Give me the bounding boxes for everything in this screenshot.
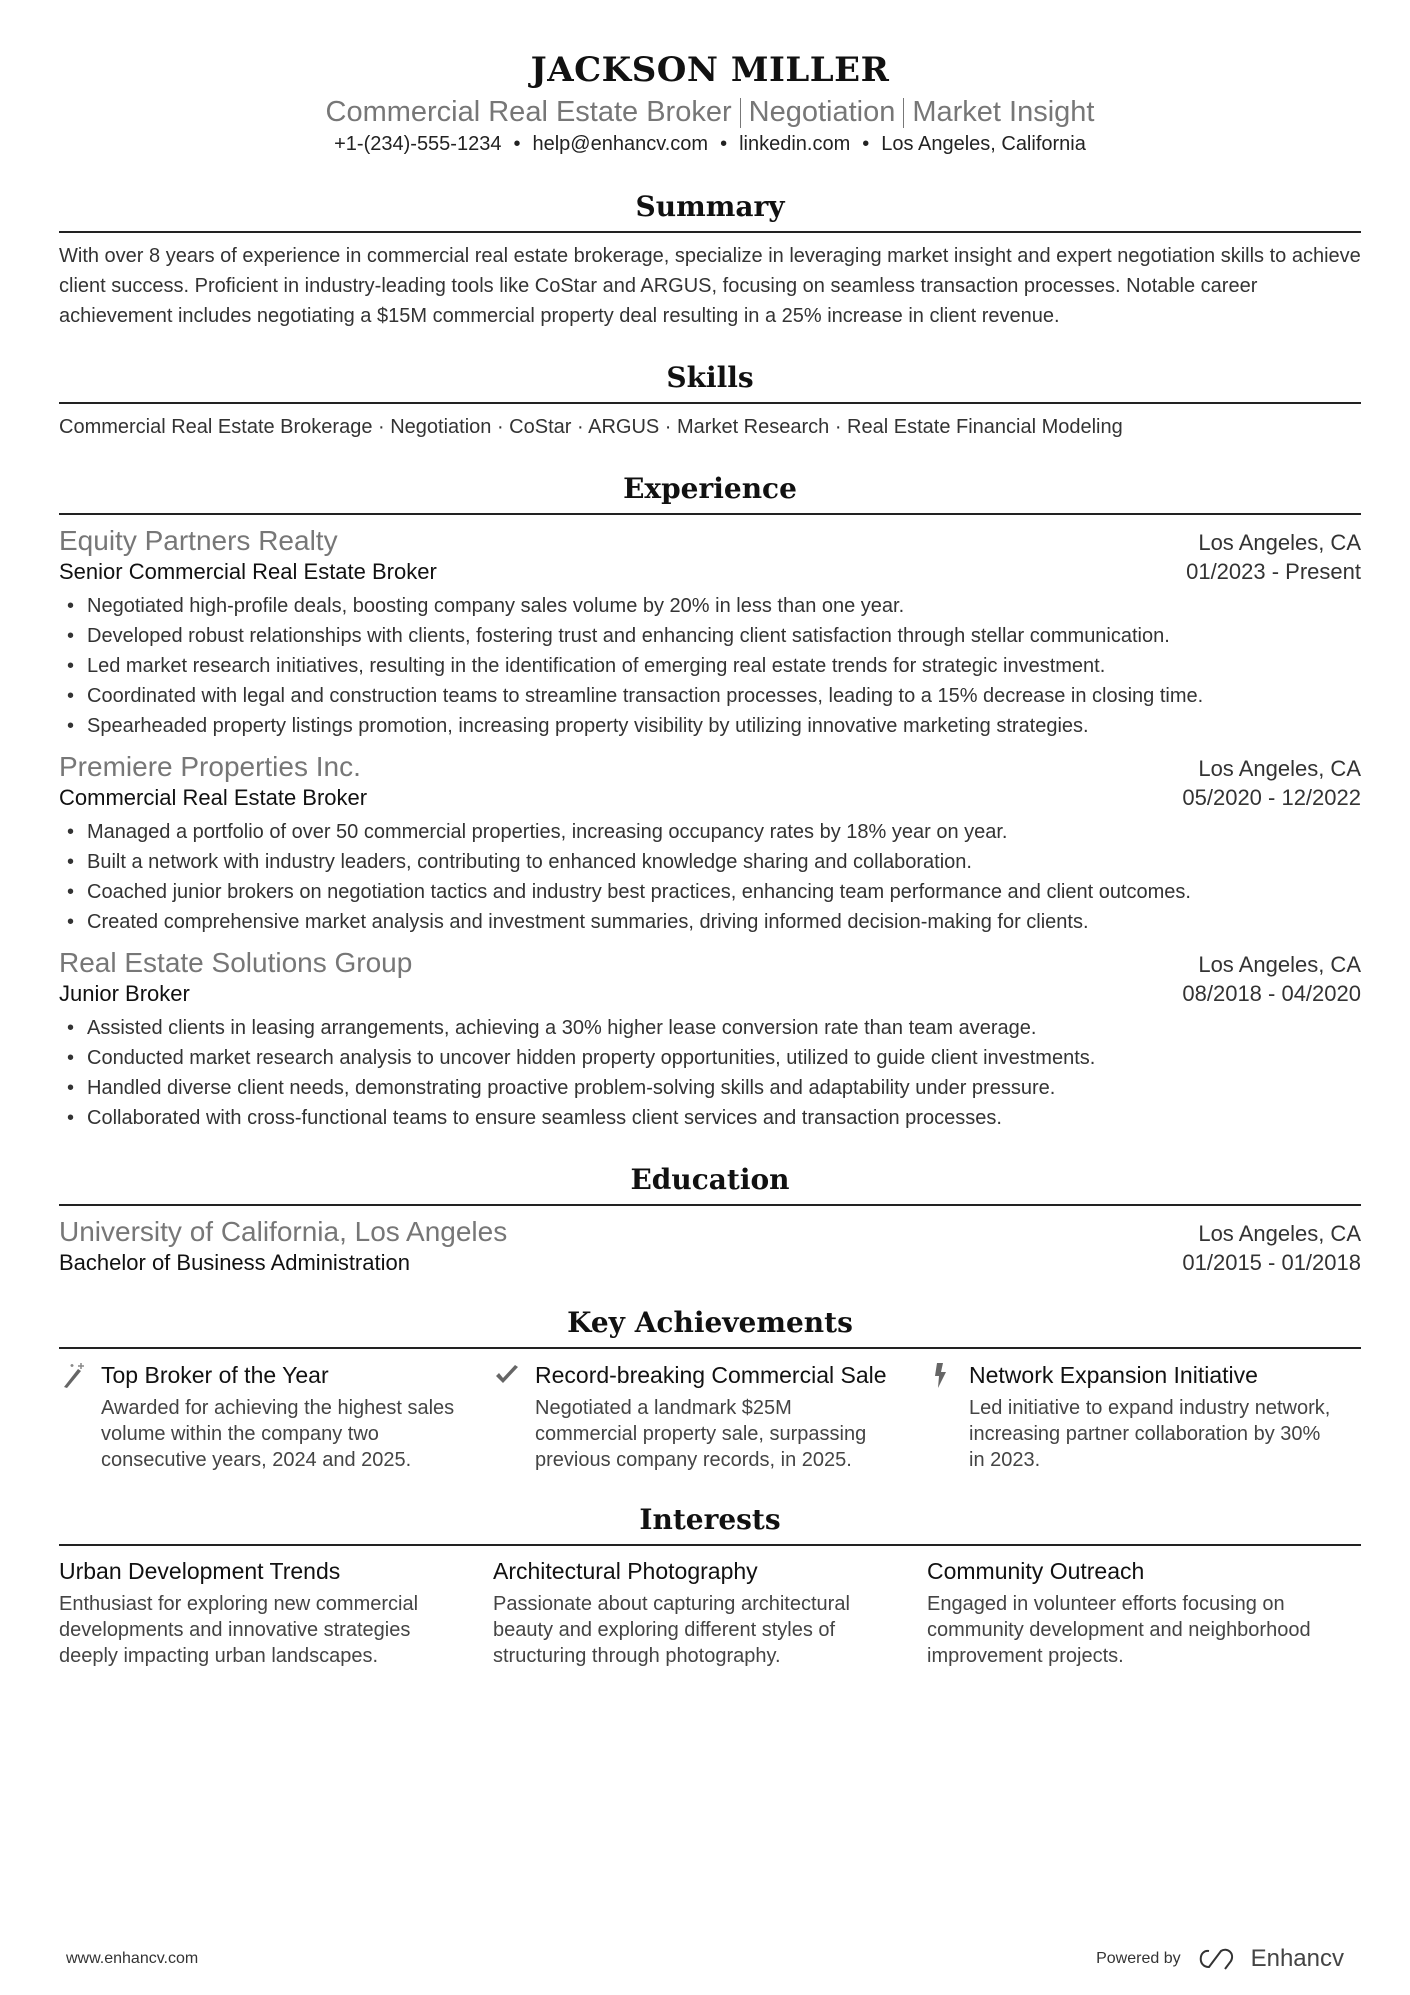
bullet-item: • Created comprehensive market analysis and investment summaries, driving informed decision-making for clients. — [59, 907, 1361, 937]
interest-title: Urban Development Trends — [59, 1558, 341, 1584]
achievement-item — [59, 1361, 493, 1473]
section-heading: Key Achievements — [59, 1306, 1361, 1349]
location: Los Angeles, California — [881, 133, 1086, 155]
phone: +1-(234)-555-1234 — [334, 133, 502, 155]
headline-part: Market Insight — [912, 96, 1095, 128]
job-bullets — [59, 1013, 1361, 1133]
job-title: Junior Broker — [59, 981, 190, 1006]
job-dates: 08/2018 - 04/2020 — [1182, 981, 1361, 1006]
job-dates: 05/2020 - 12/2022 — [1182, 785, 1361, 810]
email-link[interactable]: help@enhancv.com — [532, 133, 709, 155]
skills-section — [59, 361, 1361, 442]
headline-part: Commercial Real Estate Broker — [325, 96, 732, 128]
job-entry — [59, 741, 1361, 937]
skills-list: Commercial Real Estate Brokerage · Negotiation · CoStar · ARGUS · Market Research · Real Estate Financial Modeling — [59, 416, 1123, 438]
bullet-item: • Handled diverse client needs, demonstrating proactive problem-solving skills and adaptability under pressure. — [59, 1073, 1361, 1103]
bullet-item: • Coordinated with legal and construction teams to streamline transaction processes, leading to a 15% decrease in closing time. — [59, 681, 1361, 711]
bullet-item: • Conducted market research analysis to uncover hidden property opportunities, utilized to guide client investments. — [59, 1043, 1361, 1073]
education-section — [59, 1163, 1361, 1276]
divider — [903, 98, 904, 128]
divider — [740, 98, 741, 128]
interest-item — [493, 1558, 927, 1669]
headline — [59, 96, 1361, 129]
magic-wand-icon — [59, 1361, 87, 1389]
job-title: Commercial Real Estate Broker — [59, 785, 368, 810]
bullet-item: • Assisted clients in leasing arrangements, achieving a 30% higher lease conversion rate than team average. — [59, 1013, 1361, 1043]
powered-by-label: Powered by — [1096, 1950, 1181, 1967]
bullet-item: • Spearheaded property listings promotion, increasing property visibility by utilizing innovative marketing strategies. — [59, 711, 1361, 741]
footer — [66, 1945, 1344, 1973]
job-bullets — [59, 817, 1361, 937]
interest-title: Architectural Photography — [493, 1558, 758, 1584]
summary-text: With over 8 years of experience in commercial real estate brokerage, specialize in leveraging market insight and expert negotiation skills to achieve client success. Proficient in industry-leading tools like CoStar and ARGUS, focusing on seamless transaction processes. Notable career achievement includes negotiating a $15M commercial property deal resulting in a 25% increase in client revenue. — [59, 245, 1361, 327]
section-heading: Education — [59, 1163, 1361, 1206]
interest-item — [927, 1558, 1361, 1669]
headline-part: Negotiation — [748, 96, 896, 128]
company-name: Real Estate Solutions Group — [59, 947, 413, 978]
job-location: Los Angeles, CA — [1198, 952, 1361, 977]
achievement-desc: Negotiated a landmark $25M commercial property sale, surpassing previous company records, in 2025. — [535, 1397, 867, 1471]
education-dates: 01/2015 - 01/2018 — [1182, 1250, 1361, 1275]
achievement-title: Network Expansion Initiative — [969, 1362, 1258, 1388]
contact-info: +1-(234)-555-1234 • help@enhancv.com • linkedin.com • Los Angeles, California — [334, 133, 1086, 155]
job-entry — [59, 937, 1361, 1133]
interest-item — [59, 1558, 493, 1669]
enhancv-brand: Enhancv — [1250, 1945, 1344, 1972]
interest-title: Community Outreach — [927, 1558, 1145, 1584]
achievement-item — [927, 1361, 1361, 1473]
school-name: University of California, Los Angeles — [59, 1216, 508, 1247]
bullet-item: • Collaborated with cross-functional teams to ensure seamless client services and transaction processes. — [59, 1103, 1361, 1133]
interests-section — [59, 1503, 1361, 1669]
interest-desc: Passionate about capturing architectural beauty and exploring different styles of structuring through photography. — [493, 1593, 850, 1667]
interest-desc: Enthusiast for exploring new commercial developments and innovative strategies deeply impacting urban landscapes. — [59, 1593, 419, 1667]
bullet-item: • Built a network with industry leaders, contributing to enhanced knowledge sharing and collaboration. — [59, 847, 1361, 877]
resume — [59, 0, 1361, 1669]
achievement-title: Record-breaking Commercial Sale — [535, 1362, 887, 1388]
enhancv-logo-icon — [1195, 1947, 1237, 1971]
job-location: Los Angeles, CA — [1198, 530, 1361, 555]
bullet-item: • Led market research initiatives, resulting in the identification of emerging real estate trends for strategic investment. — [59, 651, 1361, 681]
achievement-title: Top Broker of the Year — [101, 1362, 329, 1388]
candidate-name: JACKSON MILLER — [530, 50, 890, 90]
section-heading: Experience — [59, 472, 1361, 515]
experience-section — [59, 472, 1361, 1133]
job-title: Senior Commercial Real Estate Broker — [59, 559, 437, 584]
job-bullets — [59, 591, 1361, 741]
school-location: Los Angeles, CA — [1198, 1221, 1361, 1246]
job-dates: 01/2023 - Present — [1186, 559, 1361, 584]
bullet-item: • Managed a portfolio of over 50 commercial properties, increasing occupancy rates by 18% year on year. — [59, 817, 1361, 847]
section-heading: Skills — [59, 361, 1361, 404]
bullet-item: • Developed robust relationships with clients, fostering trust and enhancing client satisfaction through stellar communication. — [59, 621, 1361, 651]
company-name: Premiere Properties Inc. — [59, 751, 361, 782]
job-location: Los Angeles, CA — [1198, 756, 1361, 781]
lightning-icon — [927, 1361, 955, 1389]
section-heading: Interests — [59, 1503, 1361, 1546]
achievements-section — [59, 1306, 1361, 1473]
powered-by — [1096, 1945, 1344, 1973]
achievement-item — [493, 1361, 927, 1473]
job-entry — [59, 515, 1361, 741]
achievement-desc: Led initiative to expand industry network, increasing partner collaboration by 30% in 2023. — [969, 1397, 1331, 1471]
summary-section — [59, 190, 1361, 331]
bullet-item: • Coached junior brokers on negotiation tactics and industry best practices, enhancing team performance and client outcomes. — [59, 877, 1361, 907]
achievement-desc: Awarded for achieving the highest sales volume within the company two consecutive years, 2024 and 2025. — [101, 1397, 455, 1471]
company-name: Equity Partners Realty — [59, 525, 338, 556]
section-heading: Summary — [59, 190, 1361, 233]
degree: Bachelor of Business Administration — [59, 1250, 410, 1275]
checkmark-icon — [493, 1361, 521, 1389]
linkedin-link[interactable]: linkedin.com — [739, 133, 851, 155]
website-link[interactable]: www.enhancv.com — [66, 1950, 199, 1967]
bullet-item: • Negotiated high-profile deals, boosting company sales volume by 20% in less than one year. — [59, 591, 1361, 621]
interest-desc: Engaged in volunteer efforts focusing on community development and neighborhood improvement projects. — [927, 1593, 1311, 1667]
